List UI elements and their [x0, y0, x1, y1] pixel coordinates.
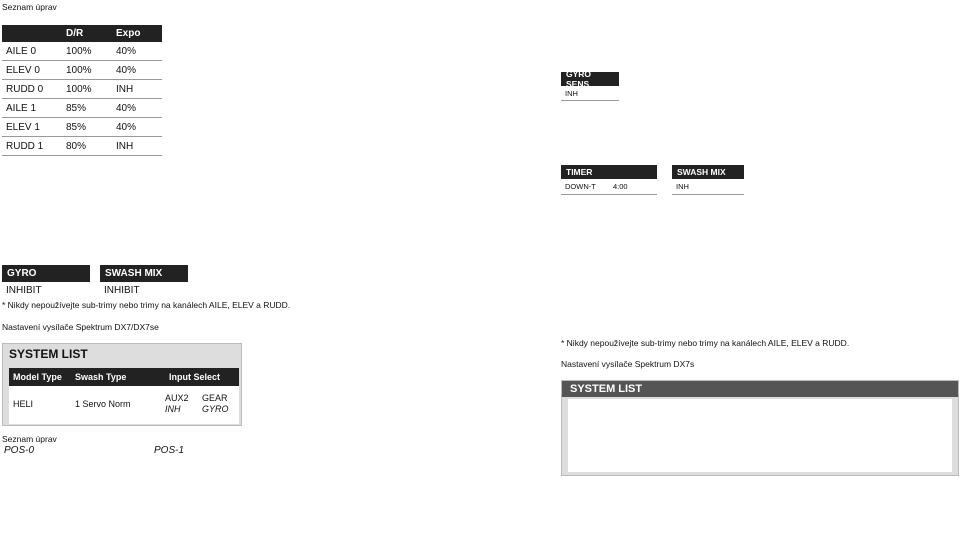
input-aux2: [165, 393, 202, 415]
input-gear-value: GYRO: [202, 404, 229, 414]
table-cell: INH: [116, 83, 134, 95]
table-cell: 40%: [116, 121, 137, 133]
timer-title: TIMER: [561, 165, 657, 179]
gyro-value: INHIBIT: [6, 284, 42, 296]
system-list-dx7s: [561, 380, 959, 476]
system-list-body: [9, 368, 239, 424]
swash-mix-box: [100, 265, 188, 298]
settings-heading-dx7: Nastavení vysílače Spektrum DX7/DX7se: [2, 322, 159, 332]
timer-box: [561, 165, 657, 195]
table-cell: RUDD 0: [6, 83, 44, 95]
table-row: [2, 61, 162, 80]
table-cell: AILE 1: [6, 102, 37, 114]
swash-mix-value: INHIBIT: [104, 284, 140, 296]
system-list-dx7: [2, 343, 242, 426]
table-cell: 40%: [116, 45, 137, 57]
table-row: [2, 42, 162, 61]
gyro-title: GYRO: [2, 265, 90, 282]
settings-heading-dx7s: Nastavení vysílače Spektrum DX7s: [561, 359, 695, 369]
gyro-sens-title: GYRO SENS: [561, 72, 619, 86]
header-cell: D/R: [66, 28, 84, 39]
table-row: [2, 118, 162, 137]
table-cell: 40%: [116, 102, 137, 114]
table-cell: 85%: [66, 102, 87, 114]
swash-type-value: 1 Servo Norm: [75, 399, 131, 409]
system-list-title-right: SYSTEM LIST: [562, 381, 958, 397]
table-cell: 85%: [66, 121, 87, 133]
gyro-box: [2, 265, 90, 298]
swash-mix-value-right: INH: [672, 179, 744, 195]
edit-list-heading: Seznam úprav: [2, 2, 57, 12]
swash-mix-title: SWASH MIX: [100, 265, 188, 282]
table-row: [2, 99, 162, 118]
table-cell: INH: [116, 140, 134, 152]
table-cell: 40%: [116, 64, 137, 76]
timer-row: [561, 179, 657, 195]
input-aux2-value: INH: [165, 404, 181, 414]
system-list-body-right: [568, 399, 952, 472]
system-list-header-row: [9, 368, 239, 386]
table-cell: ELEV 1: [6, 121, 40, 133]
table-cell: 100%: [66, 83, 92, 95]
subtrim-note-right: * Nikdy nepoužívejte sub-trimy nebo trimy na kanálech AILE, ELEV a RUDD.: [561, 338, 850, 348]
table-header-row: [2, 25, 162, 42]
header-cell: Expo: [116, 28, 141, 39]
model-type-value: HELI: [13, 399, 34, 409]
subtrim-note: * Nikdy nepoužívejte sub-trimy nebo trimy na kanálech AILE, ELEV a RUDD.: [2, 300, 291, 310]
col-input-select: Input Select: [169, 372, 221, 382]
input-aux2-label: AUX2: [165, 393, 189, 403]
pos1-label: POS-1: [154, 445, 185, 456]
timer-value: 4:00: [613, 182, 628, 191]
table-cell: ELEV 0: [6, 64, 40, 76]
table-row: [2, 137, 162, 156]
edit-list-heading-2: Seznam úprav: [2, 434, 57, 444]
swash-mix-title-right: SWASH MIX: [672, 165, 744, 179]
input-gear-label: GEAR: [202, 393, 228, 403]
table-cell: AILE 0: [6, 45, 37, 57]
swash-mix-box-right: [672, 165, 744, 195]
dr-expo-table: [2, 25, 162, 156]
input-gear: [202, 393, 239, 415]
table-cell: 100%: [66, 64, 92, 76]
col-model-type: Model Type: [13, 372, 62, 382]
table-cell: 80%: [66, 140, 87, 152]
pos0-label: POS-0: [4, 445, 35, 456]
system-list-title: SYSTEM LIST: [9, 347, 88, 361]
timer-label: DOWN-T: [565, 182, 596, 191]
table-cell: RUDD 1: [6, 140, 44, 152]
gyro-sens-box: [561, 69, 619, 101]
system-list-row: [9, 386, 239, 422]
table-cell: 100%: [66, 45, 92, 57]
gyro-sens-value: INH: [561, 86, 619, 101]
col-swash-type: Swash Type: [75, 372, 127, 382]
table-row: [2, 80, 162, 99]
